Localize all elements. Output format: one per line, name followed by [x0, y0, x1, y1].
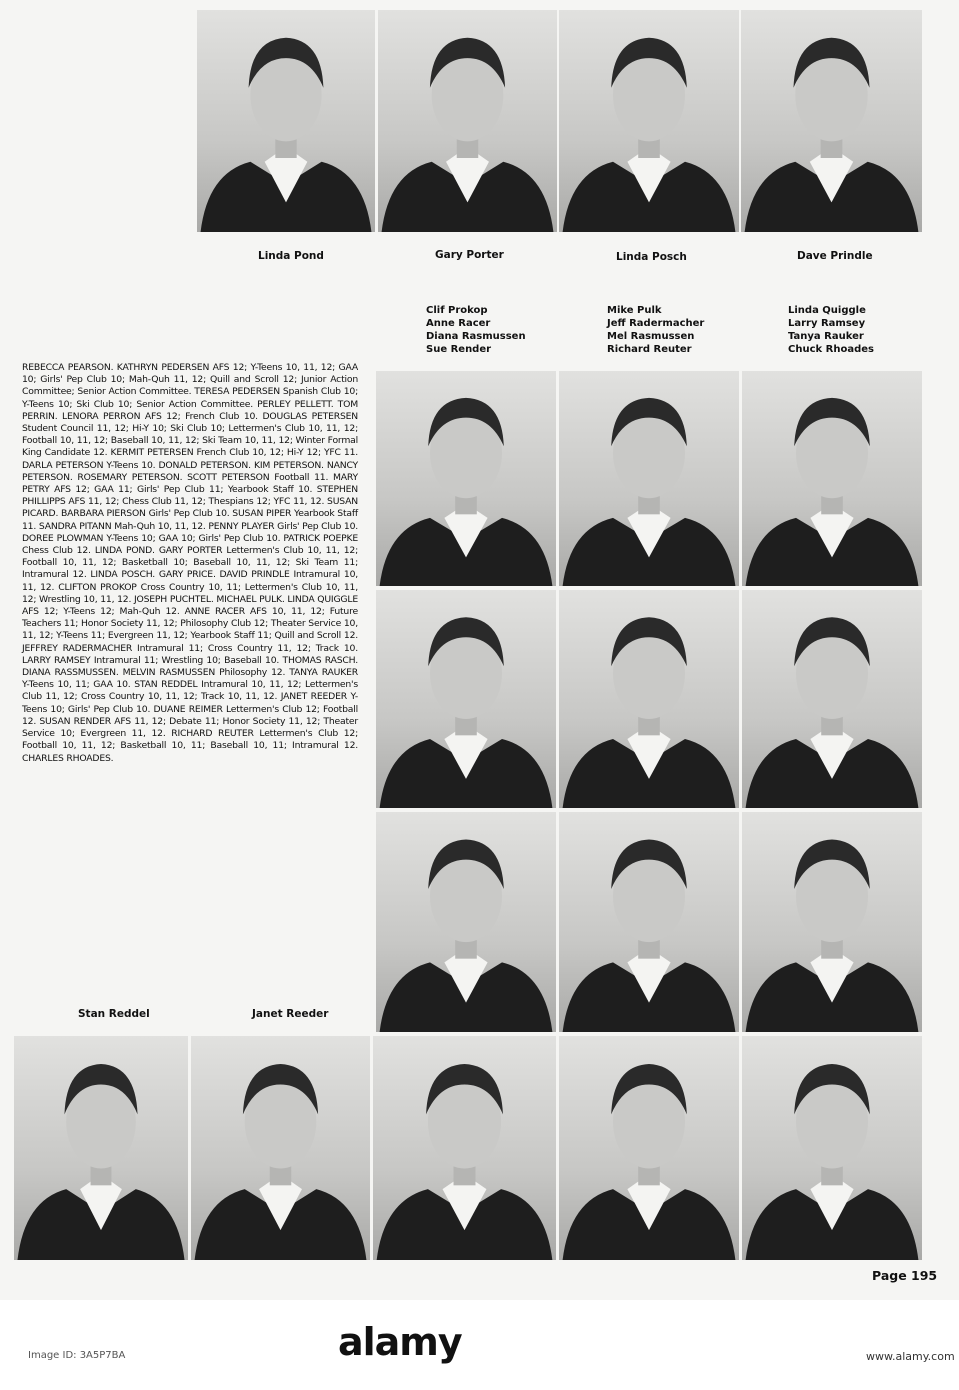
caption-linda-posch: Linda Posch: [616, 251, 687, 263]
portrait-linda-pond: [197, 10, 375, 232]
portrait-silhouette: [14, 1036, 188, 1260]
name-column-3: [788, 304, 874, 356]
name-line: Linda Quiggle: [788, 305, 866, 316]
portrait-mike-pulk: [559, 371, 739, 586]
portrait-stan-reddel: [14, 1036, 188, 1260]
stock-watermark-bar: [0, 1300, 959, 1390]
name-line: Larry Ramsey: [788, 318, 866, 329]
portrait-silhouette: [742, 371, 922, 586]
portrait-silhouette: [559, 1036, 739, 1260]
portrait-dave-prindle: [741, 10, 922, 232]
name-line: Clif Prokop: [426, 305, 488, 316]
portrait-chuck-rhoades: [742, 1036, 922, 1260]
portrait-silhouette: [742, 1036, 922, 1260]
portrait-silhouette: [378, 10, 557, 232]
name-line: Tanya Rauker: [788, 331, 864, 342]
portrait-jeff-radermacher: [559, 590, 739, 808]
portrait-clif-prokop: [376, 371, 556, 586]
name-line: Jeff Radermacher: [607, 318, 705, 329]
watermark-image-id: Image ID: 3A5P7BA: [28, 1350, 126, 1361]
portrait-richard-reuter: [559, 1036, 739, 1260]
name-line: Sue Render: [426, 344, 492, 355]
portrait-linda-posch: [559, 10, 739, 232]
portrait-silhouette: [559, 371, 739, 586]
name-line: Mike Pulk: [607, 305, 662, 316]
name-column-2: [607, 304, 704, 356]
portrait-silhouette: [559, 812, 739, 1032]
name-line: Anne Racer: [426, 318, 491, 329]
portrait-mel-rasmussen: [559, 812, 739, 1032]
portrait-silhouette: [373, 1036, 556, 1260]
caption-dave-prindle: Dave Prindle: [797, 250, 873, 262]
senior-activities-text: REBECCA PEARSON. KATHRYN PEDERSEN AFS 12; Y-Teens 10, 11, 12; GAA 10; Girls' Pep Club 10; Mah-Quh 11, 12; Quill and Scroll 12; Junior Action Committee; Senior Action Committee. TERESA PEDERSEN Spanish Club 10; Y-Teens 10; Ski Club 10; Senior Action Committee. PERLEY PELLETT. TOM PERRIN. LENORA PERRON AFS 12; French Club 10. DOUGLAS PETERSEN Student Council 11, 12; Hi-Y 10; Ski Club 10; Lettermen's Club 10, 11, 12; Football 10, 11, 12; Baseball 10, 11, 12; Ski Team 10, 11, 12; Winter Formal King Candidate 12. KERMIT PETERSEN French Club 10, 12; Hi-Y 12; YFC 11. DARLA PETERSON Y-Teens 10. DONALD PETERSON. KIM PETERSON. NANCY PETERSON. ROSEMARY PETERSON. SCOTT PETERSON Football 11. MARY PETRY AFS 12; GAA 11; Girls' Pep Club 11; Yearbook Staff 10. STEPHEN PHILLIPPS AFS 11, 12; Chess Club 11, 12; Thespians 12; YFC 11, 12. SUSAN PICARD. BARBARA PIERSON Girls' Pep Club 10. SUSAN PIPER Yearbook Staff 11. SANDRA PITANN Mah-Quh 10, 11, 12. PENNY PLAYER Girls' Pep Club 10. DOREE PLOWMAN Y-Teens 10; GAA 10; Girls' Pep Club 10. PATRICK POEPKE Chess Club 12. LINDA POND. GARY PORTER Lettermen's Club 10, 11, 12; Football 10, 11, 12; Basketball 10; Baseball 10, 11, 12; Ski Team 11; Intramural 12. LINDA POSCH. GARY PRICE. DAVID PRINDLE Intramural 10, 11, 12. CLIFTON PROKOP Cross Country 10, 11; Lettermen's Club 10, 11, 12; Wrestling 10, 11, 12. JOSEPH PUCHTEL. MICHAEL PULK. LINDA QUIGGLE AFS 12; Y-Teens 12; Mah-Quh 12. ANNE RACER AFS 10, 11, 12; Future Teachers 11; Honor Society 11, 12; Philosophy Club 12; Theater Service 10, 11, 12; Y-Teens 11; Evergreen 11, 12; Yearbook Staff 11; Quill and Scroll 12. JEFFREY RADERMACHER Intramural 11; Cross Country 11, 12; Track 10. LARRY RAMSEY Intramural 11; Wrestling 10; Baseball 10. THOMAS RASCH. DIANA RASSMUSSEN. MELVIN RASMUSSEN Philosophy 12. TANYA RAUKER Y-Teens 10, 11; GAA 10. STAN REDDEL Intramural 10, 11, 12; Lettermen's Club 11, 12; Cross Country 10, 11, 12; Track 10, 11, 12. JANET REEDER Y-Teens 10; Girls' Pep Club 10. DUANE REIMER Lettermen's Club 12; Football 12. SUSAN RENDER AFS 11, 12; Debate 11; Honor Society 11, 12; Theater Service 10; Evergreen 11, 12. RICHARD REUTER Lettermen's Club 12; Football 10, 11, 12; Basketball 10, 11; Baseball 10, 11; Intramural 12. CHARLES RHOADES.: [22, 362, 358, 764]
portrait-silhouette: [559, 590, 739, 808]
caption-linda-pond: Linda Pond: [258, 250, 324, 262]
name-line: Mel Rasmussen: [607, 331, 695, 342]
name-line: Richard Reuter: [607, 344, 692, 355]
portrait-larry-ramsey: [742, 590, 922, 808]
caption-janet-reeder: Janet Reeder: [252, 1008, 329, 1020]
portrait-anne-racer: [376, 590, 556, 808]
portrait-silhouette: [197, 10, 375, 232]
caption-gary-porter: Gary Porter: [435, 249, 504, 261]
watermark-logo: alamy: [338, 1320, 462, 1364]
name-column-1: [426, 304, 526, 356]
watermark-site: www.alamy.com: [866, 1350, 955, 1363]
portrait-silhouette: [376, 590, 556, 808]
portrait-silhouette: [191, 1036, 370, 1260]
portrait-silhouette: [559, 10, 739, 232]
caption-stan-reddel: Stan Reddel: [78, 1008, 150, 1020]
name-line: Chuck Rhoades: [788, 344, 874, 355]
page-number: Page 195: [872, 1268, 938, 1283]
portrait-janet-reeder: [191, 1036, 370, 1260]
portrait-linda-quiggle: [742, 371, 922, 586]
portrait-tanya-rauker: [742, 812, 922, 1032]
portrait-gary-porter: [378, 10, 557, 232]
portrait-silhouette: [376, 371, 556, 586]
portrait-silhouette: [742, 812, 922, 1032]
portrait-diana-rasmussen: [376, 812, 556, 1032]
portrait-silhouette: [741, 10, 922, 232]
portrait-sue-render: [373, 1036, 556, 1260]
portrait-silhouette: [376, 812, 556, 1032]
name-line: Diana Rasmussen: [426, 331, 526, 342]
portrait-silhouette: [742, 590, 922, 808]
